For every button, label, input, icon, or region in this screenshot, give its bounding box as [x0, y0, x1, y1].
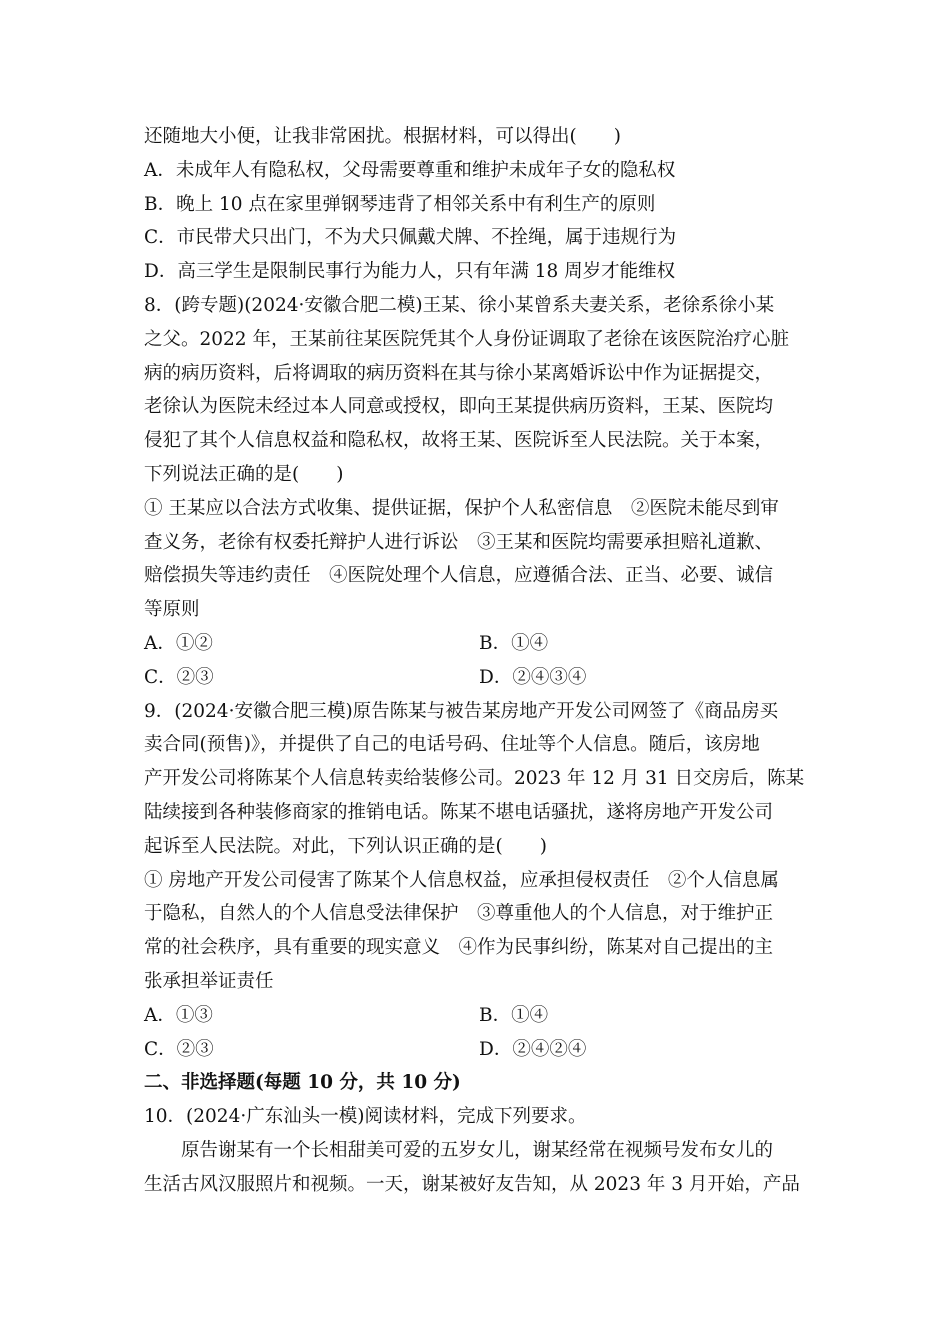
q10-material-line: 原告谢某有一个长相甜美可爱的五岁女儿，谢某经常在视频号发布女儿的 [181, 1139, 774, 1161]
q8-stem-line: 病的病历资料，后将调取的病历资料在其与徐小某离婚诉讼中作为证据提交， [144, 362, 774, 384]
q9-stem-line: 产开发公司将陈某个人信息转卖给装修公司。2023 年 12 月 31 日交房后，陈某 [144, 768, 805, 790]
q9-statement-line: 张承担举证责任 [144, 970, 274, 992]
q8-statement-line: 赔偿损失等违约责任 ④医院处理个人信息，应遵循合法、正当、必要、诚信 [144, 565, 774, 587]
q8-stem-line: 8．(跨专题)(2024·安徽合肥二模)王某、徐小某曾系夫妻关系，老徐系徐小某 [144, 294, 775, 316]
q8-option-d: D．②④③④ [479, 666, 587, 688]
q7-option-c: C．市民带犬只出门，不为犬只佩戴犬牌、不拴绳，属于违规行为 [144, 227, 677, 249]
q7-option-d: D．高三学生是限制民事行为能力人，只有年满 18 周岁才能维权 [144, 261, 676, 283]
q9-stem-line: 9．(2024·安徽合肥三模)原告陈某与被告某房地产开发公司网签了《商品房买 [144, 700, 779, 722]
q9-options-row-2 [144, 1033, 808, 1067]
q7-option-a: A．未成年人有隐私权，父母需要尊重和维护未成年子女的隐私权 [144, 159, 676, 181]
q7-option-b: B．晚上 10 点在家里弹钢琴违背了相邻关系中有利生产的原则 [144, 193, 656, 215]
q8-option-b: B．①④ [479, 632, 549, 654]
q9-options-row-1 [144, 999, 808, 1033]
q8-statement-line: ① 王某应以合法方式收集、提供证据，保护个人私密信息 ②医院未能尽到审 [144, 497, 779, 519]
q9-stem-line: 起诉至人民法院。对此，下列认识正确的是( ) [144, 835, 547, 857]
q9-statement-line: ① 房地产开发公司侵害了陈某个人信息权益，应承担侵权责任 ②个人信息属 [144, 869, 779, 891]
q8-option-c: C．②③ [144, 666, 214, 688]
q8-statement-line: 查义务，老徐有权委托辩护人进行诉讼 ③王某和医院均需要承担赔礼道歉、 [144, 531, 774, 553]
q9-stem-line: 卖合同(预售)》，并提供了自己的电话号码、住址等个人信息。随后，该房地 [144, 734, 760, 756]
q8-stem-line: 下列说法正确的是( ) [144, 463, 344, 485]
q9-option-a: A．①③ [144, 1004, 213, 1026]
q9-stem-line: 陆续接到各种装修商家的推销电话。陈某不堪电话骚扰，遂将房地产开发公司 [144, 801, 774, 823]
q8-stem-line: 之父。2022 年，王某前往某医院凭其个人身份证调取了老徐在该医院治疗心脏 [144, 328, 789, 350]
q10-head: 10．(2024·广东汕头一模)阅读材料，完成下列要求。 [144, 1106, 587, 1128]
document-page [144, 120, 808, 1202]
q9-statement-line: 常的社会秩序，具有重要的现实意义 ④作为民事纠纷，陈某对自己提出的主 [144, 937, 774, 959]
q8-options-row-1 [144, 627, 808, 661]
q9-option-b: B．①④ [479, 1004, 549, 1026]
q9-statement-line: 于隐私，自然人的个人信息受法律保护 ③尊重他人的个人信息，对于维护正 [144, 903, 774, 925]
q8-option-a: A．①② [144, 632, 213, 654]
q8-stem-line: 侵犯了其个人信息权益和隐私权，故将王某、医院诉至人民法院。关于本案， [144, 430, 774, 452]
q7-stem-tail: 还随地大小便，让我非常困扰。根据材料，可以得出( ) [144, 126, 621, 147]
section-heading: 二、非选择题(每题 10 分，共 10 分) [144, 1072, 461, 1094]
q8-statement-line: 等原则 [144, 599, 200, 621]
q8-options-row-2 [144, 661, 808, 695]
q9-option-d: D．②④②④ [479, 1038, 587, 1060]
q10-material-line: 生活古风汉服照片和视频。一天，谢某被好友告知，从 2023 年 3 月开始，产品 [144, 1173, 800, 1195]
q8-stem-line: 老徐认为医院未经过本人同意或授权，即向王某提供病历资料，王某、医院均 [144, 396, 774, 418]
q9-option-c: C．②③ [144, 1038, 214, 1060]
